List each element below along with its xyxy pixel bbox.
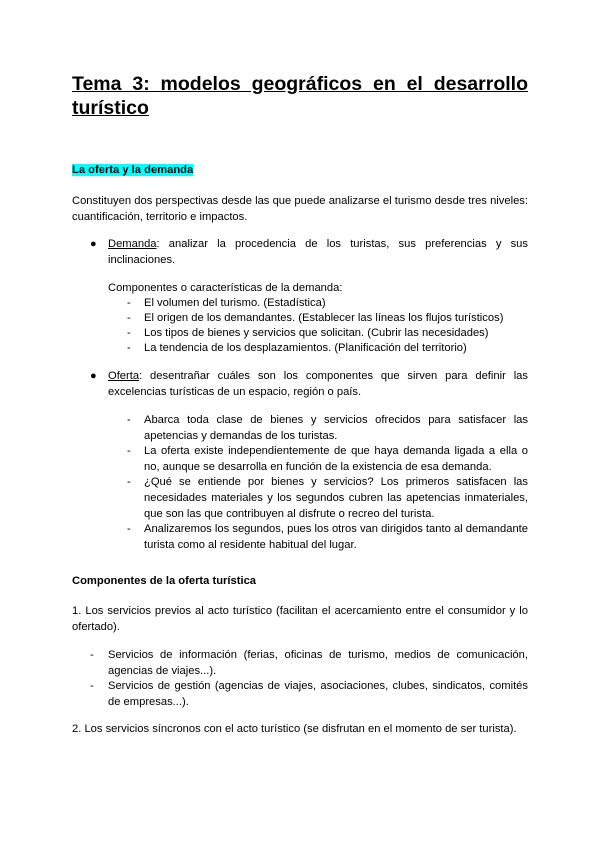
servicios-sincronos-paragraph: 2. Los servicios síncronos con el acto turístico (se disfrutan en el momento de ser turista). xyxy=(72,723,517,735)
servicios-previos-paragraph: 1. Los servicios previos al acto turístico (facilitan el acercamiento entre el consumidor y lo ofertado). xyxy=(72,605,528,633)
dash-marker: - xyxy=(127,327,131,339)
dash-marker: - xyxy=(90,649,94,661)
section-heading-oferta-demanda xyxy=(72,163,193,179)
dash-marker: - xyxy=(90,680,94,692)
demanda-term: Demanda xyxy=(108,238,157,250)
demanda-item: El volumen del turismo. (Estadística) xyxy=(144,297,326,309)
intro-paragraph: Constituyen dos perspectivas desde las que puede analizarse el turismo desde tres niveles: cuantificación, territorio e impactos. xyxy=(72,195,528,223)
section-heading-componentes: Componentes de la oferta turística xyxy=(72,575,257,587)
oferta-item: ¿Qué se entiende por bienes y servicios? Los primeros satisfacen las necesidades materiales y los segundos cubren las apetencias inmateriales, que son las que contribuyen al disfrute o recreo del turista. xyxy=(144,476,528,520)
dash-marker: - xyxy=(127,312,131,324)
dash-marker: - xyxy=(127,342,131,354)
bullet-marker: ● xyxy=(90,238,97,250)
demanda-item: La tendencia de los desplazamientos. (Planificación del territorio) xyxy=(144,342,467,354)
page-title: Tema 3: modelos geográficos en el desarrollo turístico xyxy=(72,73,528,119)
oferta-item: Abarca toda clase de bienes y servicios ofrecidos para satisfacer las apetencias y demandas de los turistas. xyxy=(144,414,528,442)
demanda-item: Los tipos de bienes y servicios que solicitan. (Cubrir las necesidades) xyxy=(144,327,489,339)
bullet-marker: ● xyxy=(90,370,97,382)
oferta-text: : desentrañar cuáles son los componentes que sirven para definir las excelencias turísticas de un espacio, región o país. xyxy=(108,370,528,398)
dash-marker: - xyxy=(127,445,131,457)
oferta-item: La oferta existe independientemente de que haya demanda ligada a ella o no, aunque se desarrolla en función de la existencia de esa demanda. xyxy=(144,445,528,473)
dash-marker: - xyxy=(127,523,131,535)
dash-marker: - xyxy=(127,476,131,488)
dash-marker: - xyxy=(127,297,131,309)
oferta-paragraph xyxy=(108,369,528,401)
demanda-paragraph xyxy=(108,237,528,269)
servicio-item: Servicios de gestión (agencias de viajes, asociaciones, clubes, sindicatos, comités de empresas...). xyxy=(108,680,528,708)
servicio-item: Servicios de información (ferias, oficinas de turismo, medios de comunicación, agencias de viajes...). xyxy=(108,649,528,677)
dash-marker: - xyxy=(127,414,131,426)
demanda-item: El origen de los demandantes. (Establecer las líneas los flujos turísticos) xyxy=(144,312,504,324)
demanda-components-label: Componentes o características de la demanda: xyxy=(108,282,343,294)
oferta-item: Analizaremos los segundos, pues los otros van dirigidos tanto al demandante turista como al residente habitual del lugar. xyxy=(144,523,528,551)
demanda-text: : analizar la procedencia de los turistas, sus preferencias y sus inclinaciones. xyxy=(108,238,528,266)
oferta-term: Oferta xyxy=(108,370,140,382)
highlighted-heading: La oferta y la demanda xyxy=(72,164,194,176)
